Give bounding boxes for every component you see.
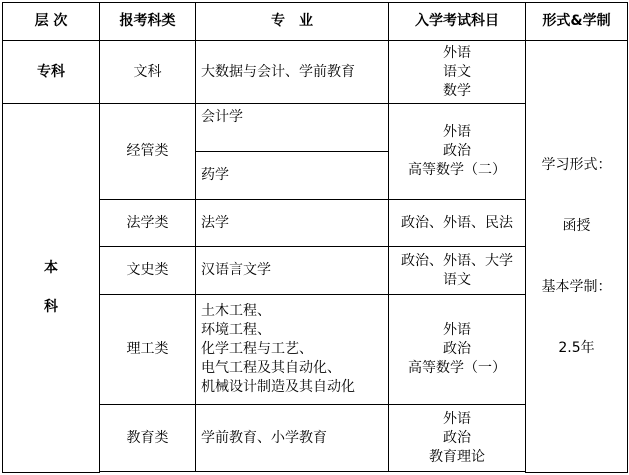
exam-subject: 高等数学（一） <box>408 360 506 376</box>
exam-subject: 数学 <box>443 82 471 99</box>
majors-jiaoyu: 学前教育、小学教育 <box>196 405 389 472</box>
category-faxue: 法学类 <box>100 200 196 247</box>
duration-label: 基本学制： <box>541 278 612 295</box>
exam-subject: 政治 <box>443 341 471 357</box>
form-duration-cell <box>526 41 628 473</box>
exam-subject: 政治 <box>443 143 471 159</box>
header-category: 报考科类 <box>100 3 196 41</box>
category-wenke: 文科 <box>100 41 196 104</box>
category-jingguan: 经管类 <box>100 104 196 200</box>
exam-zhuanke <box>389 41 526 104</box>
header-form-duration: 形式&学制 <box>526 3 628 41</box>
exam-faxue: 政治、外语、民法 <box>389 200 526 247</box>
major-accounting: 会计学 <box>196 104 389 152</box>
major-item: 机械设计制造及其自动化 <box>201 379 355 395</box>
exam-subject: 外语 <box>443 410 471 427</box>
header-major: 专 业 <box>196 3 389 41</box>
major-item: 电气工程及其自动化、 <box>201 360 341 376</box>
exam-subject: 外语 <box>443 44 471 61</box>
header-level: 层 次 <box>3 3 100 41</box>
exam-subject: 外语 <box>443 124 471 140</box>
table-row <box>3 41 628 104</box>
exam-subject: 高等数学（二） <box>408 162 506 178</box>
exam-jingguan <box>389 104 526 200</box>
major-pharmacy: 药学 <box>196 152 389 200</box>
major-chinese-literature: 汉语言文学 <box>196 247 389 295</box>
major-item: 环境工程、 <box>201 322 271 338</box>
exam-subject: 教育理论 <box>429 448 485 465</box>
exam-jiaoyu <box>389 405 526 472</box>
study-form-value: 函授 <box>562 217 591 234</box>
category-wenshi: 文史类 <box>100 247 196 295</box>
header-exam-subjects: 入学考试科目 <box>389 3 526 41</box>
header-row <box>3 3 628 41</box>
major-item: 土木工程、 <box>201 303 271 319</box>
exam-subject: 政治 <box>443 429 471 446</box>
level-benke: 本 科 <box>3 104 100 473</box>
majors-ligong <box>196 295 389 405</box>
major-item: 化学工程与工艺、 <box>201 341 313 357</box>
enrollment-table <box>2 2 628 473</box>
exam-ligong <box>389 295 526 405</box>
exam-subject: 语文 <box>443 63 471 80</box>
exam-subject: 语文 <box>443 271 471 288</box>
exam-subject: 外语 <box>443 322 471 338</box>
level-zhuanke: 专科 <box>3 41 100 104</box>
category-jiaoyu: 教育类 <box>100 405 196 472</box>
majors-zhuanke: 大数据与会计、学前教育 <box>196 41 389 104</box>
category-ligong: 理工类 <box>100 295 196 405</box>
exam-subject: 政治、外语、大学 <box>401 252 513 269</box>
study-form-label: 学习形式： <box>541 156 612 173</box>
major-law: 法学 <box>196 200 389 247</box>
exam-wenshi <box>389 247 526 295</box>
duration-value: 2.5年 <box>558 339 595 356</box>
